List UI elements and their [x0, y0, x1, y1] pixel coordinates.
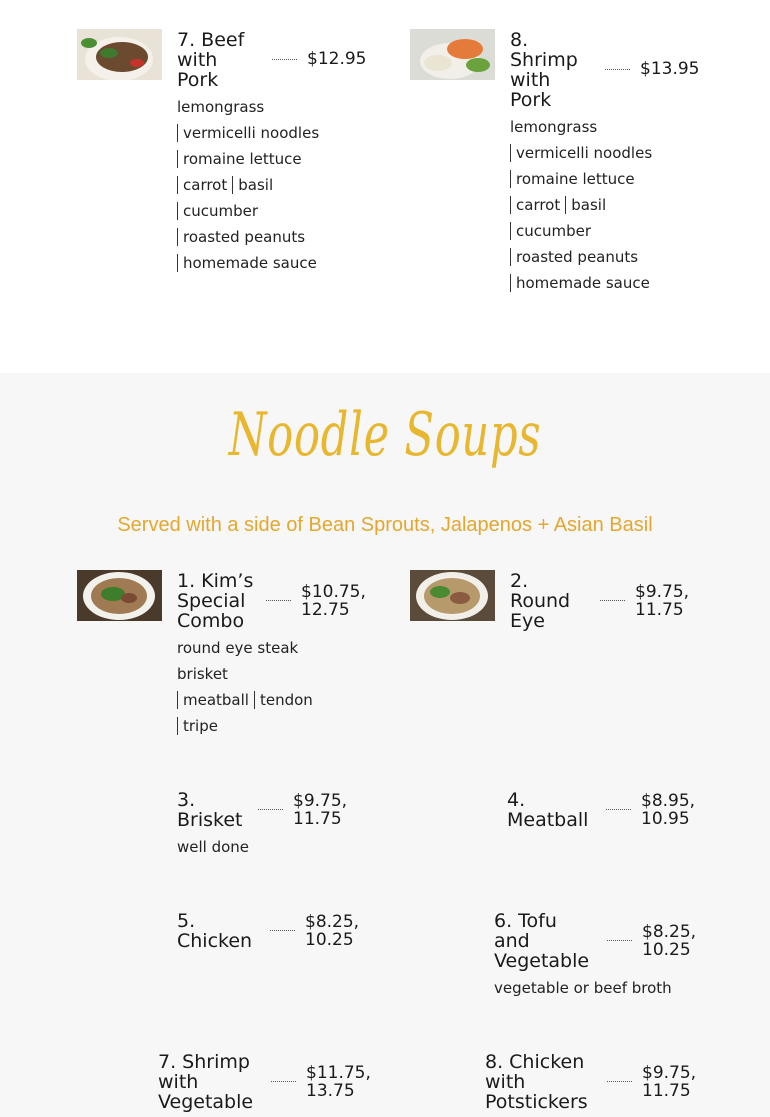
soup-name: 3. Brisket	[177, 789, 243, 831]
food-photo-icon[interactable]	[77, 570, 162, 621]
ingredient-list: vegetable or beef broth	[494, 978, 672, 997]
price-leader	[266, 600, 291, 601]
soup-name: 2. Round Eye	[510, 570, 571, 632]
price-leader	[607, 1081, 632, 1082]
ingredient-list: round eye steak brisket meatball tendon tripe	[177, 638, 313, 735]
food-photo-icon[interactable]	[410, 29, 495, 80]
soup-price: $10.75, 12.75	[301, 582, 366, 620]
soup-price: $9.75, 11.75	[642, 1063, 697, 1101]
section-title: Noodle Soups	[228, 400, 542, 470]
soup-price: $8.25, 10.25	[305, 912, 360, 950]
ingredient-list: lemongrass vermicelli noodles romaine lettuce carrot basil cucumber roasted peanuts homemade sauce	[177, 97, 320, 272]
soup-price: $11.75, 13.75	[306, 1063, 371, 1101]
price-leader	[607, 940, 632, 941]
item-price: $13.95	[640, 59, 700, 79]
item-price: $12.95	[307, 49, 367, 69]
ingredient-list: well done	[177, 837, 250, 856]
soup-name: 8. Chicken with Potstickers	[485, 1051, 588, 1113]
price-leader	[271, 1081, 296, 1082]
soup-name: 5. Chicken	[177, 910, 253, 952]
item-name: 7. Beef with Pork	[177, 29, 245, 91]
food-photo-icon[interactable]	[77, 29, 162, 80]
soup-price: $9.75, 11.75	[293, 791, 348, 829]
soup-name: 6. Tofu and Vegetable	[494, 910, 590, 972]
section-subtitle: Served with a side of Bean Sprouts, Jalapenos + Asian Basil	[117, 514, 653, 536]
item-name: 8. Shrimp with Pork	[510, 29, 578, 111]
ingredient-list: lemongrass vermicelli noodles romaine lettuce carrot basil cucumber roasted peanuts homemade sauce	[510, 117, 653, 292]
soup-name: 1. Kim’s Special Combo	[177, 570, 254, 632]
soup-price: $8.95, 10.95	[641, 791, 696, 829]
soup-price: $8.25, 10.25	[642, 922, 697, 960]
soup-name: 4. Meatball	[507, 789, 589, 831]
soup-price: $9.75, 11.75	[635, 582, 690, 620]
price-leader	[272, 59, 297, 60]
noodle-soups-section	[0, 373, 770, 1117]
food-photo-icon[interactable]	[410, 570, 495, 621]
price-leader	[606, 809, 631, 810]
soup-name: 7. Shrimp with Vegetable	[158, 1051, 254, 1113]
price-leader	[258, 809, 283, 810]
price-leader	[600, 600, 625, 601]
price-leader	[270, 930, 295, 931]
price-leader	[605, 69, 630, 70]
